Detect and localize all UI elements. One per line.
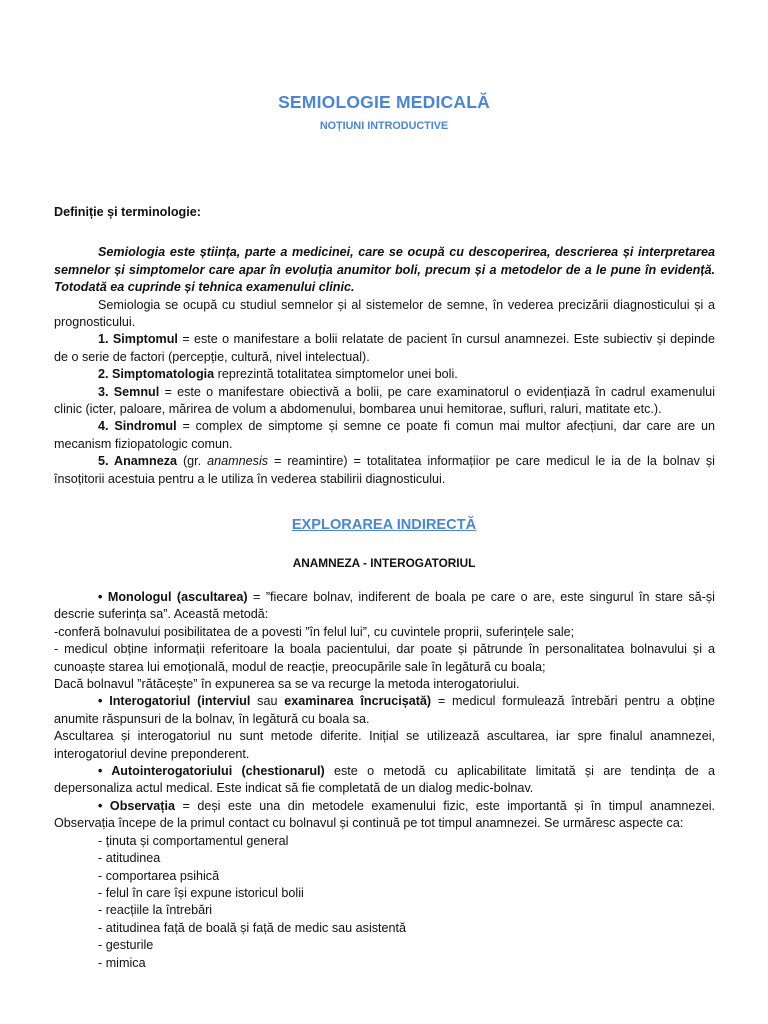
list-item: - gesturile [98, 938, 154, 953]
obs-paragraph [54, 798, 715, 833]
term-simptomatologia [54, 366, 715, 383]
list-item: - atitudinea față de boală și față de medic sau asistentă [98, 920, 407, 935]
list-item: - mimica [98, 955, 146, 970]
term-text: = complex de simptome și semne ce poate fi comun mai multor afecțiuni, dar care are un mecanism fiziopatologic comun. [54, 419, 715, 451]
monolog-line-3: Dacă bolnavul ”rătăcește” în expunerea sa se va recurge la metoda interogatoriului. [54, 677, 520, 692]
monolog-line-1: -conferă bolnavului posibilitatea de a povesti ”în felul lui”, cu cuvintele proprii, suferințele sale; [54, 624, 575, 639]
term-text: = este o manifestare a bolii relatate de pacient în cursul anamnezei. Este subiectiv și depinde de o serie de factori (percepție, cultură, nivel intelectual). [54, 332, 715, 364]
intro-paragraph: Semiologia este știința, parte a medicinei, care se ocupă cu descoperirea, descrierea și interpretarea semnelor și simptomelor care apar în evoluția anumitor boli, precum și a metodelor de a le pune în evidență. Totodată ea cuprinde și tehnica examenului clinic. [54, 245, 715, 295]
monolog-label: • Monologul (ascultarea) [98, 590, 248, 604]
anamneza-section [54, 589, 715, 972]
interog-paragraph [54, 693, 715, 728]
monolog-text: = ”fiecare bolnav, indiferent de boala pe care o are, este singurul în stare să-și descrie suferința sa”. Această metodă: [54, 590, 715, 622]
list-item: - atitudinea [98, 851, 161, 866]
section-title: EXPLORAREA INDIRECTĂ [291, 517, 477, 533]
term-simptomul [54, 331, 715, 366]
term-label: 1. Simptomul [98, 332, 178, 347]
interog-sau: sau [250, 694, 285, 709]
list-item: - felul în care își expune istoricul bolii [98, 885, 304, 900]
definitions-section [54, 204, 715, 488]
obs-label: • Observația [98, 798, 176, 813]
list-item: - comportarea psihică [98, 868, 220, 883]
monolog-line-2: - medicul obține informații referitoare la boala pacientului, dar poate și pătrunde în personalitatea bolnavului și a cunoaște starea lui emoțională, modul de reacție, preocupările sale în legătură cu boala; [54, 642, 715, 674]
observation-list [54, 833, 715, 972]
list-item: - reacțiile la întrebări [98, 903, 213, 918]
interog-line-2: Ascultarea și interogatoriul nu sunt metode diferite. Inițial se utilizează ascultarea, iar spre finalul anamnezei, interogatoriul devine preponderent. [54, 729, 715, 761]
subsection-title: ANAMNEZA - INTEROGATORIUL [292, 556, 476, 570]
term-semnul [54, 384, 715, 419]
term-label: 3. Semnul [98, 384, 160, 399]
definitions-heading: Definiție și terminologie: [54, 205, 201, 219]
term-sindromul [54, 418, 715, 453]
list-item: - ținuta și comportamentul general [98, 833, 289, 848]
term-anamneza [54, 453, 715, 488]
auto-label: • Autointerogatoriului (chestionarul) [98, 764, 325, 779]
auto-paragraph [54, 763, 715, 798]
scope-paragraph: Semiologia se ocupă cu studiul semnelor și al sistemelor de semne, în vederea precizării diagnosticului și a prognosticului. [54, 297, 715, 330]
interog-label-2: examinarea încrucișată) [284, 694, 432, 709]
obs-text: = deși este una din metodele examenului fizic, este importantă și în timpul anamnezei. Observația începe de la primul contact cu bolnavul și continuă pe tot timpul anamnezei. Se urmăresc aspecte ca: [54, 798, 716, 831]
term-text: = reamintire) = totalitatea informațiior pe care medicul le ia de la bolnav și însoțitorii acestuia pentru a le utiliza în vederea stabilirii diagnosticului. [54, 454, 715, 486]
document-title: SEMIOLOGIE MEDICALĂ [278, 92, 490, 112]
greek-word: anamnesis [207, 454, 269, 469]
monolog-paragraph [54, 589, 715, 624]
term-text: (gr. [177, 454, 208, 469]
term-text: reprezintă totalitatea simptomelor unei boli. [214, 367, 458, 382]
interog-label: • Interogatoriul (interviul [98, 694, 251, 709]
interog-text: = medicul formulează întrebări pentru a obține anumite răspunsuri de la bolnav, în legătură cu boala sa. [54, 694, 715, 726]
document-subtitle: NOȚIUNI INTRODUCTIVE [319, 120, 449, 132]
auto-text: este o metodă cu aplicabilitate limitată și are tendința de a depersonaliza actul medical. Este indicat să fie completată de un dialog medic-bolnav. [54, 764, 715, 796]
term-label: 5. Anamneza [98, 454, 177, 469]
term-label: 2. Simptomatologia [98, 367, 215, 382]
term-label: 4. Sindromul [98, 419, 177, 434]
term-text: = este o manifestare obiectivă a bolii, pe care examinatorul o evidențiază în cadrul examenului clinic (icter, paloare, mărirea de volum a abdomenului, bombarea unui hemitorae, sufluri, raluri, matitate etc.). [54, 384, 715, 417]
